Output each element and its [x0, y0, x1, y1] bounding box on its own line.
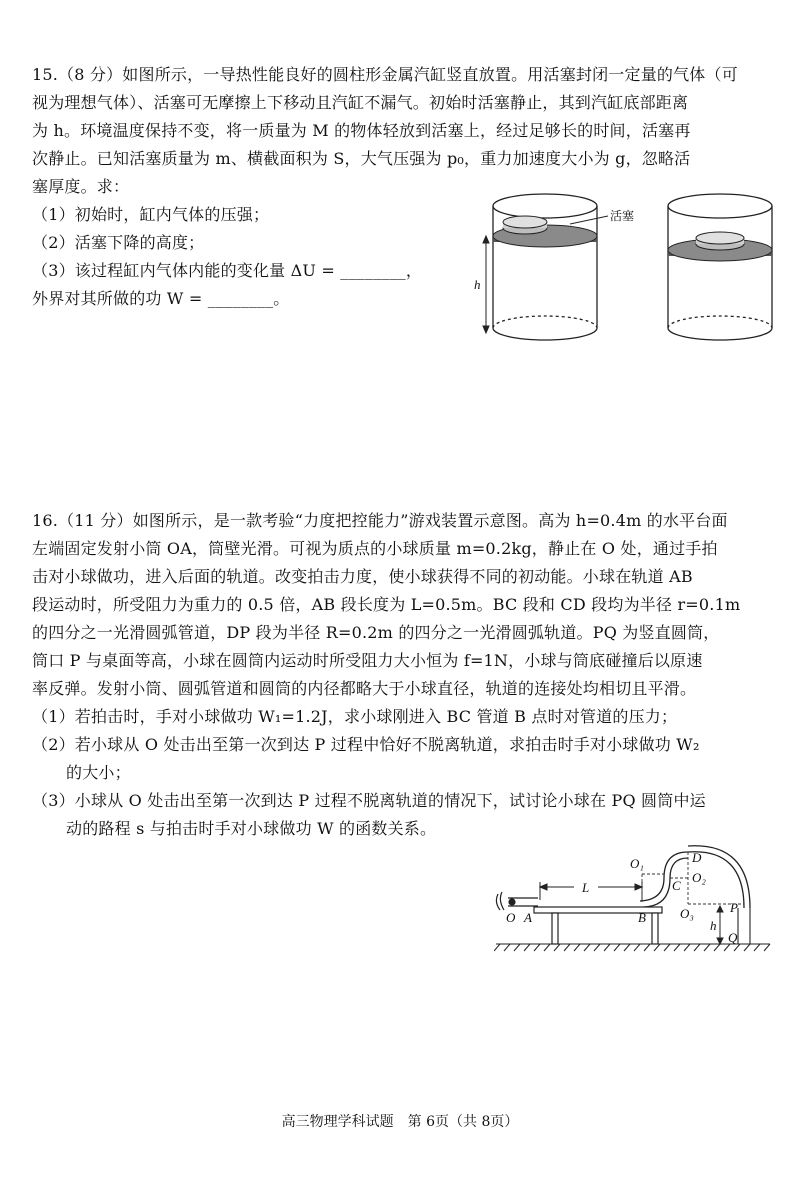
q16-sub-2: （2）若小球从 O 处击出至第一次到达 P 过程中恰好不脱离轨道，求拍击时手对小球做功 W₂: [32, 735, 700, 754]
left-piston: [493, 216, 597, 247]
label-h: h: [710, 918, 717, 933]
left-cylinder: [493, 194, 597, 340]
right-cylinder: [668, 194, 772, 340]
label-O3: O₃: [680, 906, 694, 921]
q16-sub-3: （3）小球从 O 处击出至第一次到达 P 过程不脱离轨道的情况下，试讨论小球在 PQ 圆筒中运: [32, 791, 706, 810]
label-O: O: [506, 910, 516, 925]
pq-tube: [738, 908, 750, 944]
label-L: L: [582, 880, 590, 895]
ground: [494, 944, 770, 951]
launcher: [496, 892, 538, 910]
q15-sub-3-cont: 外界对其所做的功 W = ________。: [32, 289, 290, 308]
label-A: A: [524, 910, 532, 925]
q15-sub-1: （1）初始时，缸内气体的压强；: [32, 205, 270, 224]
label-C: C: [672, 878, 681, 893]
q16-line-3: 击对小球做功，进入后面的轨道。改变拍击力度，使小球获得不同的初动能。小球在轨道 AB: [32, 567, 693, 586]
label-D: D: [692, 850, 702, 865]
q16-line-7: 率反弹。发射小筒、圆弧管道和圆筒的内径都略大于小球直径，轨道的连接处均相切且平滑。: [32, 679, 697, 698]
q16-sub-2-cont: 的大小；: [66, 763, 131, 782]
label-O2: O₂: [692, 870, 706, 885]
l-dimension: [540, 882, 642, 900]
q15-line-1: 15.（8 分）如图所示，一导热性能良好的圆柱形金属汽缸竖直放置。用活塞封闭一定量的气体（可: [32, 65, 738, 84]
label-B: B: [638, 910, 646, 925]
q15-line-4: 次静止。已知活塞质量为 m、横截面积为 S，大气压强为 p₀，重力加速度大小为 g，忽略活: [32, 149, 691, 168]
q15-line-5: 塞厚度。求：: [32, 177, 130, 196]
h-dimension: [483, 236, 489, 333]
pipe: [640, 852, 688, 907]
q15-line-2: 视为理想气体）、活塞可无摩擦上下移动且汽缸不漏气。初始时活塞静止，其到汽缸底部距离: [32, 93, 689, 112]
q15-sub-3: （3）该过程缸内气体内能的变化量 ΔU = ________，: [32, 261, 423, 280]
piston-label: 活塞: [610, 209, 635, 223]
q16-line-2: 左端固定发射小筒 OA，筒壁光滑。可视为质点的小球质量 m=0.2kg，静止在 O 处，通过手拍: [32, 539, 718, 558]
q16-line-4: 段运动时，所受阻力为重力的 0.5 倍，AB 段长度为 L=0.5m。BC 段和 CD 段均为半径 r=0.1m: [32, 595, 741, 614]
q16-sub-1: （1）若拍击时，手对小球做功 W₁=1.2J，求小球刚进入 BC 管道 B 点时对管道的压力；: [32, 707, 678, 726]
label-O1: O₁: [630, 856, 644, 871]
label-P: P: [730, 900, 738, 915]
label-Q: Q: [728, 930, 738, 945]
q16-sub-3-cont: 动的路程 s 与拍击时手对小球做功 W 的函数关系。: [66, 819, 437, 838]
page-footer: 高三物理学科试题 第 6页（共 8页）: [281, 1114, 519, 1130]
q16-line-6: 筒口 P 与桌面等高，小球在圆筒内运动时所受阻力大小恒为 f=1N，小球与筒底碰撞后以原速: [32, 651, 703, 670]
q15-line-3: 为 h。环境温度保持不变，将一质量为 M 的物体轻放到活塞上，经过足够长的时间，活塞再: [32, 121, 691, 140]
q15-sub-2: （2）活塞下降的高度；: [32, 233, 205, 252]
track-diagram: [494, 838, 774, 956]
right-piston: [668, 232, 772, 261]
track-figure: [494, 838, 774, 956]
h-arrow: [717, 906, 723, 944]
cylinder-figure: [470, 186, 780, 356]
q16-line-5: 的四分之一光滑圆弧管道，DP 段为半径 R=0.2m 的四分之一光滑圆弧轨道。PQ 为竖直圆筒，: [32, 623, 720, 642]
cylinder-diagram: [470, 186, 780, 356]
q16-line-1: 16.（11 分）如图所示，是一款考验“力度把控能力”游戏装置示意图。高为 h=0.4m 的水平台面: [32, 511, 728, 530]
h-label: h: [474, 277, 481, 292]
